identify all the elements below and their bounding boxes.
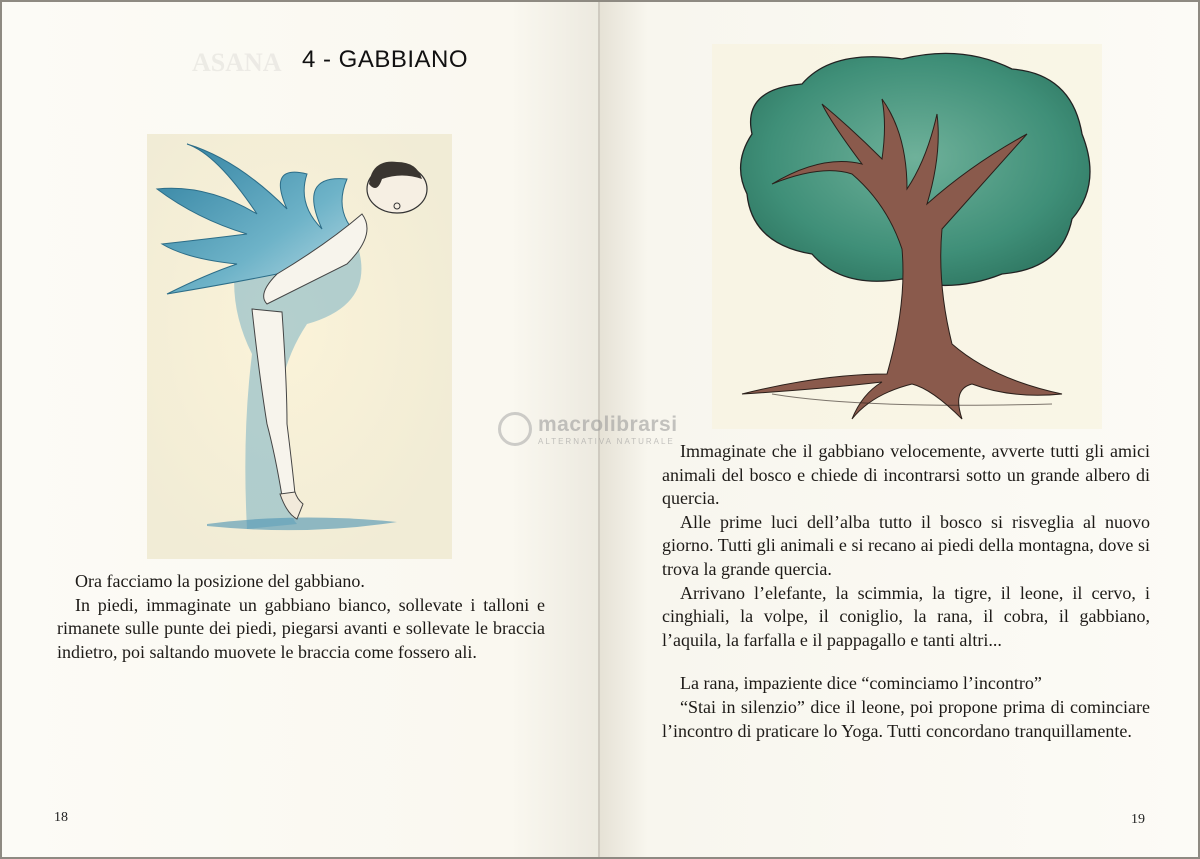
watermark-logo-icon: [498, 412, 532, 446]
bleed-through-text: ASANA: [192, 48, 282, 77]
watermark: [498, 412, 678, 446]
page-number-right: 19: [1131, 812, 1145, 827]
chapter-title: 4 - GABBIANO: [302, 46, 469, 73]
paragraph: Alle prime luci dell’alba tutto il bosco si risveglia al nuovo giorno. Tutti gli animali e si recano ai piedi della montagna, dove si trova la grande quercia.: [662, 511, 1150, 579]
left-body-text: [57, 570, 545, 664]
oak-tree-illustration: [712, 44, 1102, 429]
right-page: [600, 2, 1198, 857]
right-body-text: [662, 440, 1150, 743]
watermark-name: macrolibrarsi: [538, 412, 678, 436]
watermark-tagline: ALTERNATIVA NATURALE: [538, 436, 675, 446]
paragraph: In piedi, immaginate un gabbiano bianco, sollevate i talloni e rimanete sulle punte dei piedi, piegarsi avanti e sollevate le braccia indietro, poi saltando muovete le braccia come fossero ali.: [57, 594, 545, 662]
page-number-left: 18: [54, 810, 68, 825]
seagull-pose-illustration: [147, 134, 452, 559]
paragraph: La rana, impaziente dice “cominciamo l’incontro”: [680, 673, 1042, 694]
paragraph: Ora facciamo la posizione del gabbiano.: [75, 571, 365, 591]
paragraph: “Stai in silenzio” dice il leone, poi propone prima di cominciare l’incontro di praticare lo Yoga. Tutti concordano tranquillamente.: [662, 696, 1150, 741]
paragraph: Arrivano l’elefante, la scimmia, la tigre, il leone, il cervo, i cinghiali, la volpe, il coniglio, la rana, il cobra, il gabbiano, l’aquila, la farfalla e il pappagallo e tanti altri...: [662, 582, 1150, 650]
paragraph: Immaginate che il gabbiano velocemente, avverte tutti gli amici animali del bosco e chiede di incontrarsi sotto un grande albero di quercia.: [662, 441, 1150, 509]
